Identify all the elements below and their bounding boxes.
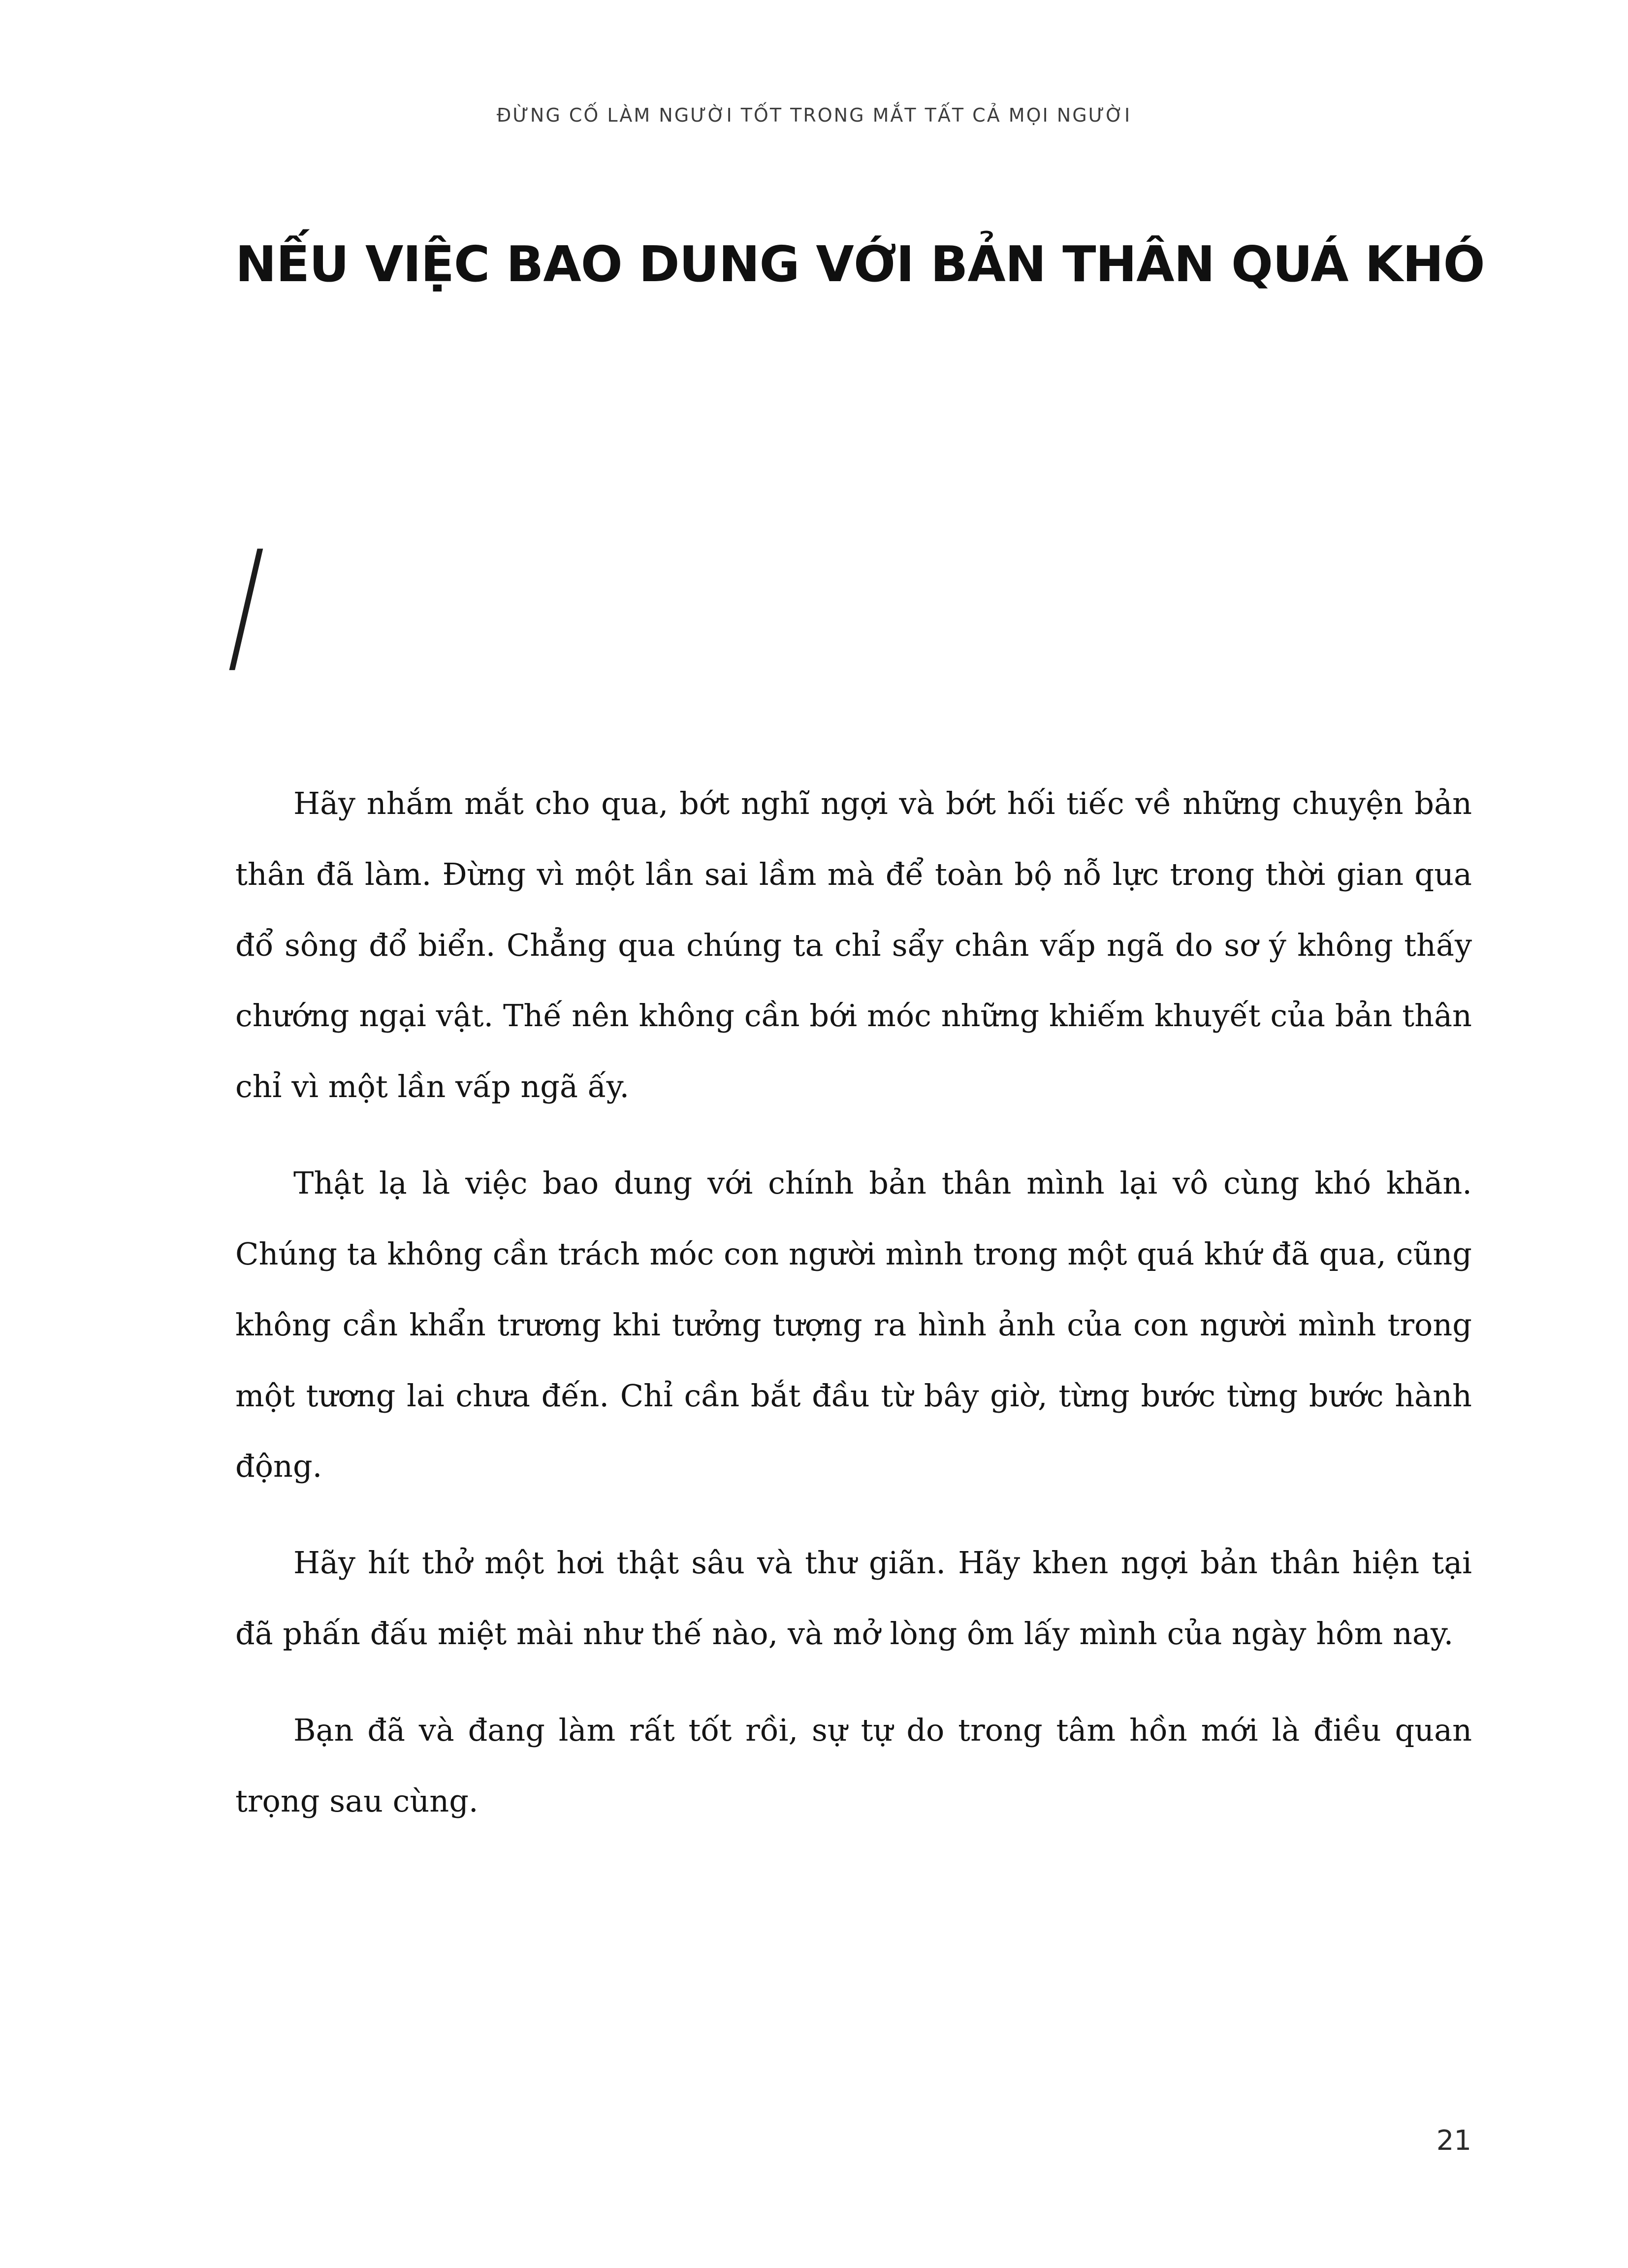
paragraph: Hãy nhắm mắt cho qua, bớt nghĩ ngợi và bớt hối tiếc về những chuyện bản thân đã làm. Đừng vì một lần sai lầm mà để toàn bộ nỗ lực trong thời gian qua đổ sông đổ biển. Chẳng qua chúng ta chỉ sẩy chân vấp ngã do sơ ý không thấy chướng ngại vật. Thế nên không cần bới móc những khiếm khuyết của bản thân chỉ vì một lần vấp ngã ấy.: [235, 785, 1472, 1105]
page-number: 21: [1436, 2125, 1471, 2157]
section-divider-slash: /: [227, 519, 265, 691]
body-text: [235, 768, 1472, 1837]
running-header: ĐỪNG CỐ LÀM NGƯỜI TỐT TRONG MẮT TẤT CẢ MỌI NGƯỜI: [496, 104, 1132, 126]
paragraph: Hãy hít thở một hơi thật sâu và thư giãn. Hãy khen ngợi bản thân hiện tại đã phấn đấu miệt mài như thế nào, và mở lòng ôm lấy mình của ngày hôm nay.: [235, 1545, 1472, 1652]
paragraph: Bạn đã và đang làm rất tốt rồi, sự tự do trong tâm hồn mới là điều quan trọng sau cùng.: [235, 1712, 1472, 1819]
paragraph: Thật lạ là việc bao dung với chính bản thân mình lại vô cùng khó khăn. Chúng ta không cần trách móc con người mình trong một quá khứ đã qua, cũng không cần khẩn trương khi tưởng tượng ra hình ảnh của con người mình trong một tương lai chưa đến. Chỉ cần bắt đầu từ bây giờ, từng bước từng bước hành động.: [235, 1165, 1472, 1485]
chapter-title: NẾU VIỆC BAO DUNG VỚI BẢN THÂN QUÁ KHÓ: [235, 235, 1485, 293]
